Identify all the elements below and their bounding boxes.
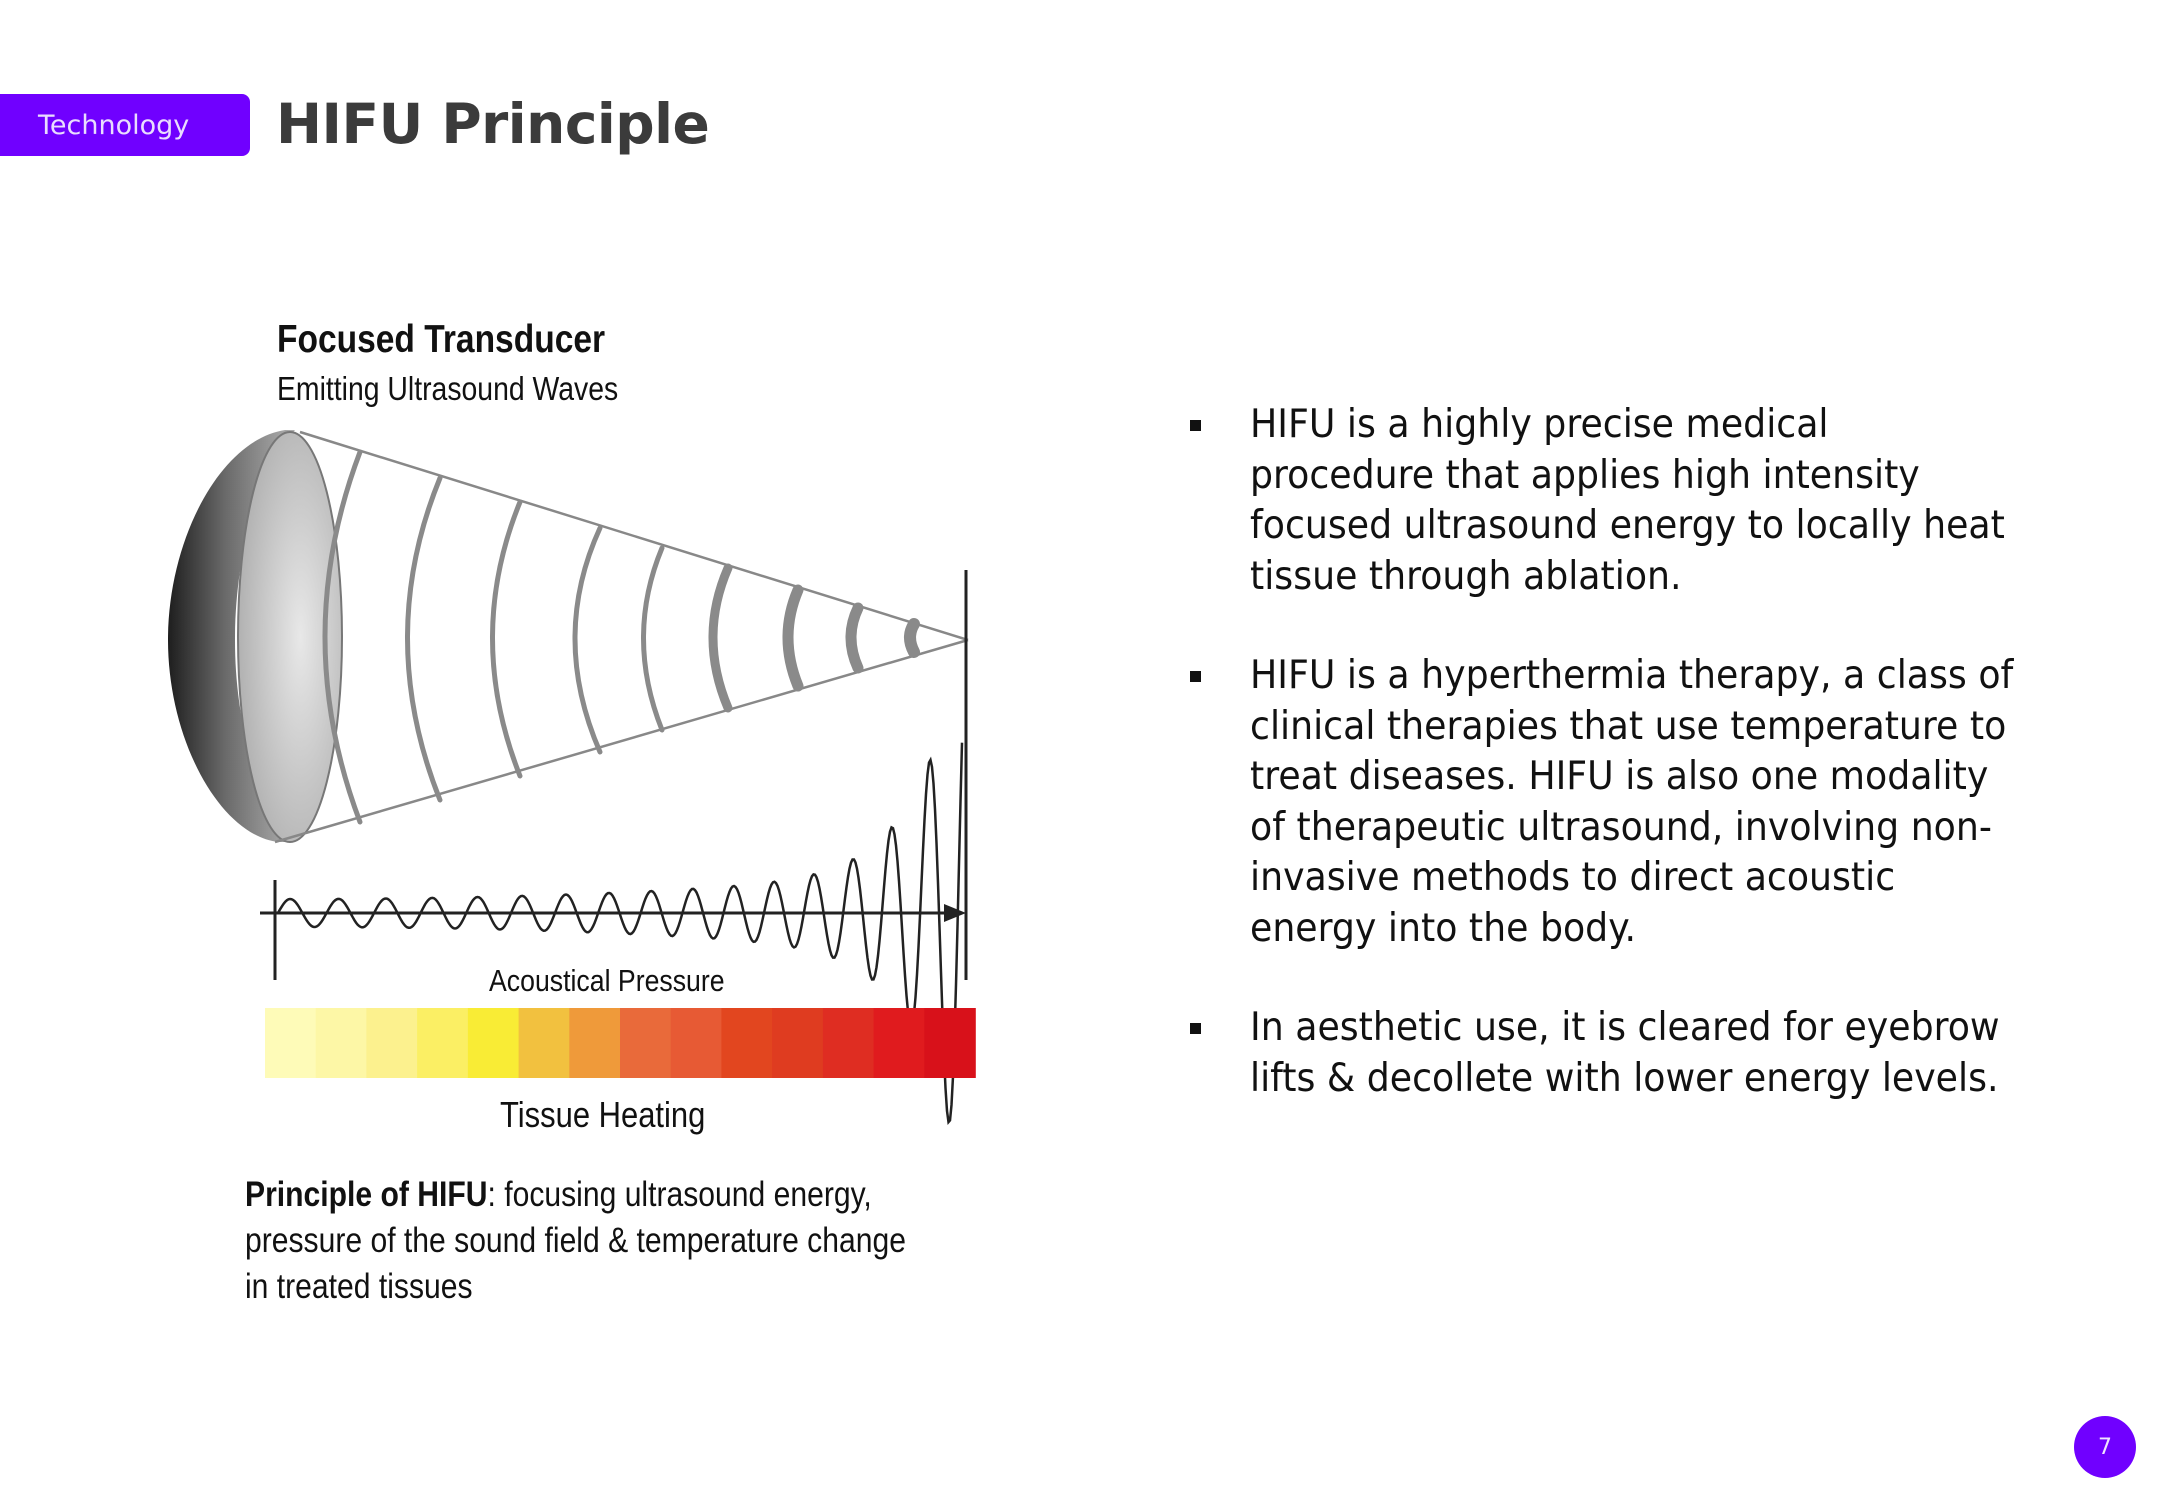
bullet-item: [1188, 1003, 2068, 1104]
bullet-item: [1188, 651, 2068, 954]
transducer-subtitle: Emitting Ultrasound Waves: [277, 370, 619, 407]
hifu-diagram: [160, 310, 1000, 1140]
transducer-title: Focused Transducer: [277, 318, 606, 361]
bullet-item: [1188, 400, 2068, 602]
heating-label: Tissue Heating: [500, 1094, 706, 1135]
pressure-axes: [260, 570, 966, 980]
heat-cell: [721, 1008, 773, 1078]
heat-cell: [874, 1008, 926, 1078]
axis-arrowhead: [944, 904, 966, 922]
diagram-caption: [245, 1172, 933, 1310]
bullet-square-icon: [1190, 420, 1201, 431]
heat-cell: [265, 1008, 317, 1078]
bullet-text: HIFU is a highly precise medical procedure that applies high intensity focused ultrasound energy to locally heat tissue through ablation.: [1250, 402, 2005, 599]
heat-cell: [316, 1008, 368, 1078]
pressure-label: Acoustical Pressure: [489, 963, 725, 998]
bullet-square-icon: [1190, 671, 1201, 682]
heat-cell: [671, 1008, 723, 1078]
caption-text: : focusing ultrasound energy, pressure of the sound field & temperature change in treated tissues: [245, 1175, 906, 1306]
beam-cone: [275, 432, 968, 842]
wavefronts: [325, 452, 914, 822]
bullet-square-icon: [1190, 1023, 1201, 1034]
heat-cell: [468, 1008, 520, 1078]
heat-cell: [620, 1008, 672, 1078]
page-title: HIFU Principle: [276, 92, 710, 156]
heat-cell: [417, 1008, 469, 1078]
transducer-dish: [168, 430, 342, 842]
heat-cell: [924, 1008, 976, 1078]
bullet-text: HIFU is a hyperthermia therapy, a class of clinical therapies that use temperature to treat diseases. HIFU is also one modality of therapeutic ultrasound, involving non-invasive methods to direct acoustic energy into the body.: [1250, 653, 2014, 951]
heat-cell: [772, 1008, 824, 1078]
heat-cell: [569, 1008, 621, 1078]
section-tag: Technology: [0, 94, 250, 156]
heat-cell: [366, 1008, 418, 1078]
heat-cell: [519, 1008, 571, 1078]
caption-bold: Principle of HIFU: [245, 1175, 488, 1214]
heat-cell: [823, 1008, 875, 1078]
bullet-text: In aesthetic use, it is cleared for eyebrow lifts & decollete with lower energy levels.: [1250, 1005, 2000, 1101]
page-number-badge: 7: [2074, 1416, 2136, 1478]
tissue-heating-strip: [265, 1008, 976, 1078]
